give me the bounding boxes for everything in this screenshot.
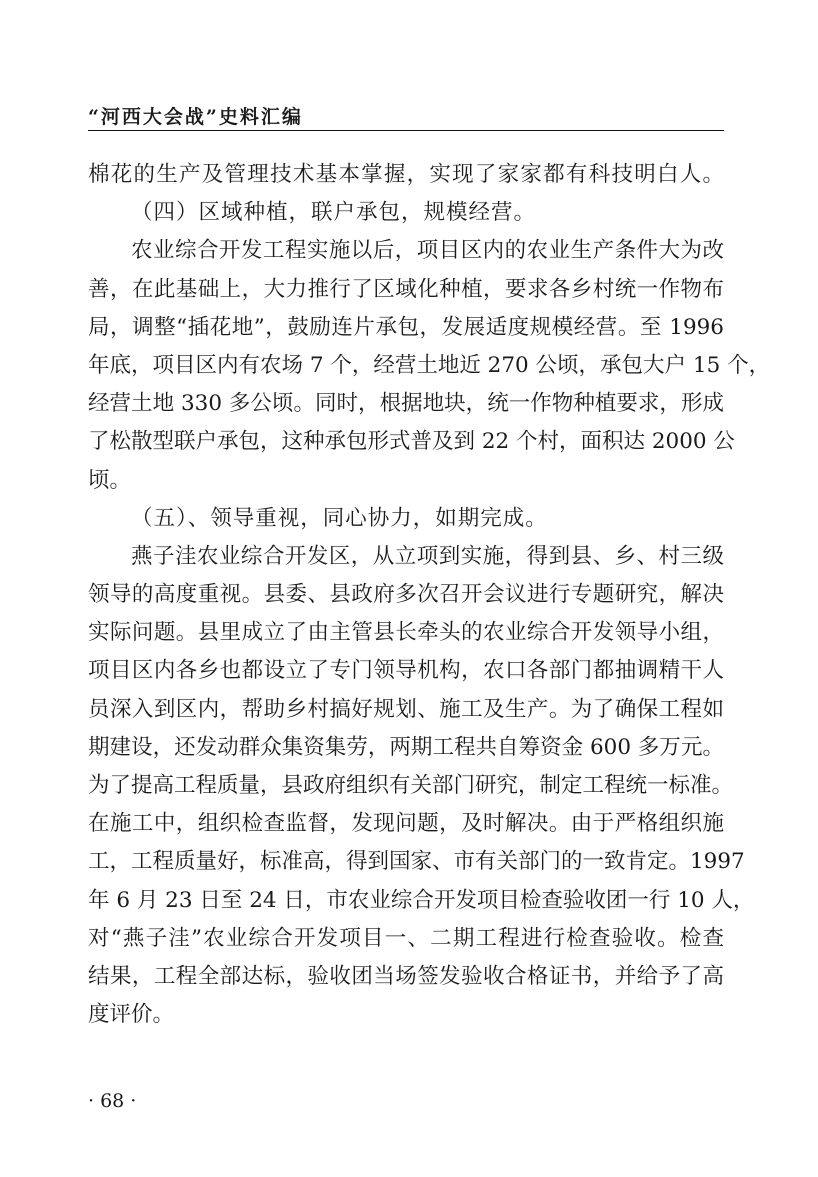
text-line: 棉花的生产及管理技术基本掌握，实现了家家都有科技明白人。: [88, 162, 724, 187]
text-line: 工，工程质量好，标准高，得到国家、市有关部门的一致肯定。1997: [88, 849, 745, 875]
text-line: 了松散型联户承包，这种承包形式普及到 22 个村，面积达 2000 公: [88, 429, 735, 455]
text-line: 员深入到区内，帮助乡村搞好规划、施工及生产。为了确保工程如: [88, 696, 724, 722]
section-heading: （五）、领导重视，同心协力，如期完成。: [131, 505, 548, 531]
text-line: 燕子洼农业综合开发区，从立项到实施，得到县、乡、村三级: [131, 543, 724, 569]
text-line: 局，调整“插花地”，鼓励连片承包，发展适度规模经营。至 1996: [88, 314, 724, 340]
page-number: · 68 ·: [88, 1090, 137, 1112]
text-line: 顷。: [88, 467, 132, 493]
text-line: 年底，项目区内有农场 7 个，经营土地近 270 公顷，承包大户 15 个，: [88, 352, 771, 378]
text-line: 善，在此基础上，大力推行了区域化种植，要求各乡村统一作物布: [88, 276, 724, 302]
text-line: 期建设，还发动群众集资集劳，两期工程共自筹资金 600 多万元。: [88, 734, 724, 760]
text-line: 度评价。: [88, 1002, 175, 1028]
text-line: 年 6 月 23 日至 24 日，市农业综合开发项目检查验收团一行 10 人，: [88, 887, 755, 913]
text-line: 实际问题。县里成立了由主管县长牵头的农业综合开发领导小组，: [88, 620, 724, 646]
section-heading: （四）区域种植，联户承包，规模经营。: [131, 200, 537, 226]
running-header: [88, 100, 724, 131]
text-line: 经营土地 330 多公顷。同时，根据地块，统一作物种植要求，形成: [88, 391, 724, 417]
text-line: 项目区内各乡也都设立了专门领导机构，农口各部门都抽调精干人: [88, 658, 724, 684]
text-line: 领导的高度重视。县委、县政府多次召开会议进行专题研究，解决: [88, 582, 724, 608]
text-line: 在施工中，组织检查监督，发现问题，及时解决。由于严格组织施: [88, 811, 724, 837]
text-line: 农业综合开发工程实施以后，项目区内的农业生产条件大为改: [131, 238, 724, 264]
text-line: 对“燕子洼”农业综合开发项目一、二期工程进行检查验收。检查: [88, 925, 724, 951]
body-text: [88, 156, 771, 1034]
book-title: “河西大会战”史料汇编: [88, 106, 303, 128]
text-line: 为了提高工程质量，县政府组织有关部门研究，制定工程统一标准。: [88, 773, 734, 798]
text-line: 结果，工程全部达标，验收团当场签发验收合格证书，并给予了高: [88, 963, 724, 989]
